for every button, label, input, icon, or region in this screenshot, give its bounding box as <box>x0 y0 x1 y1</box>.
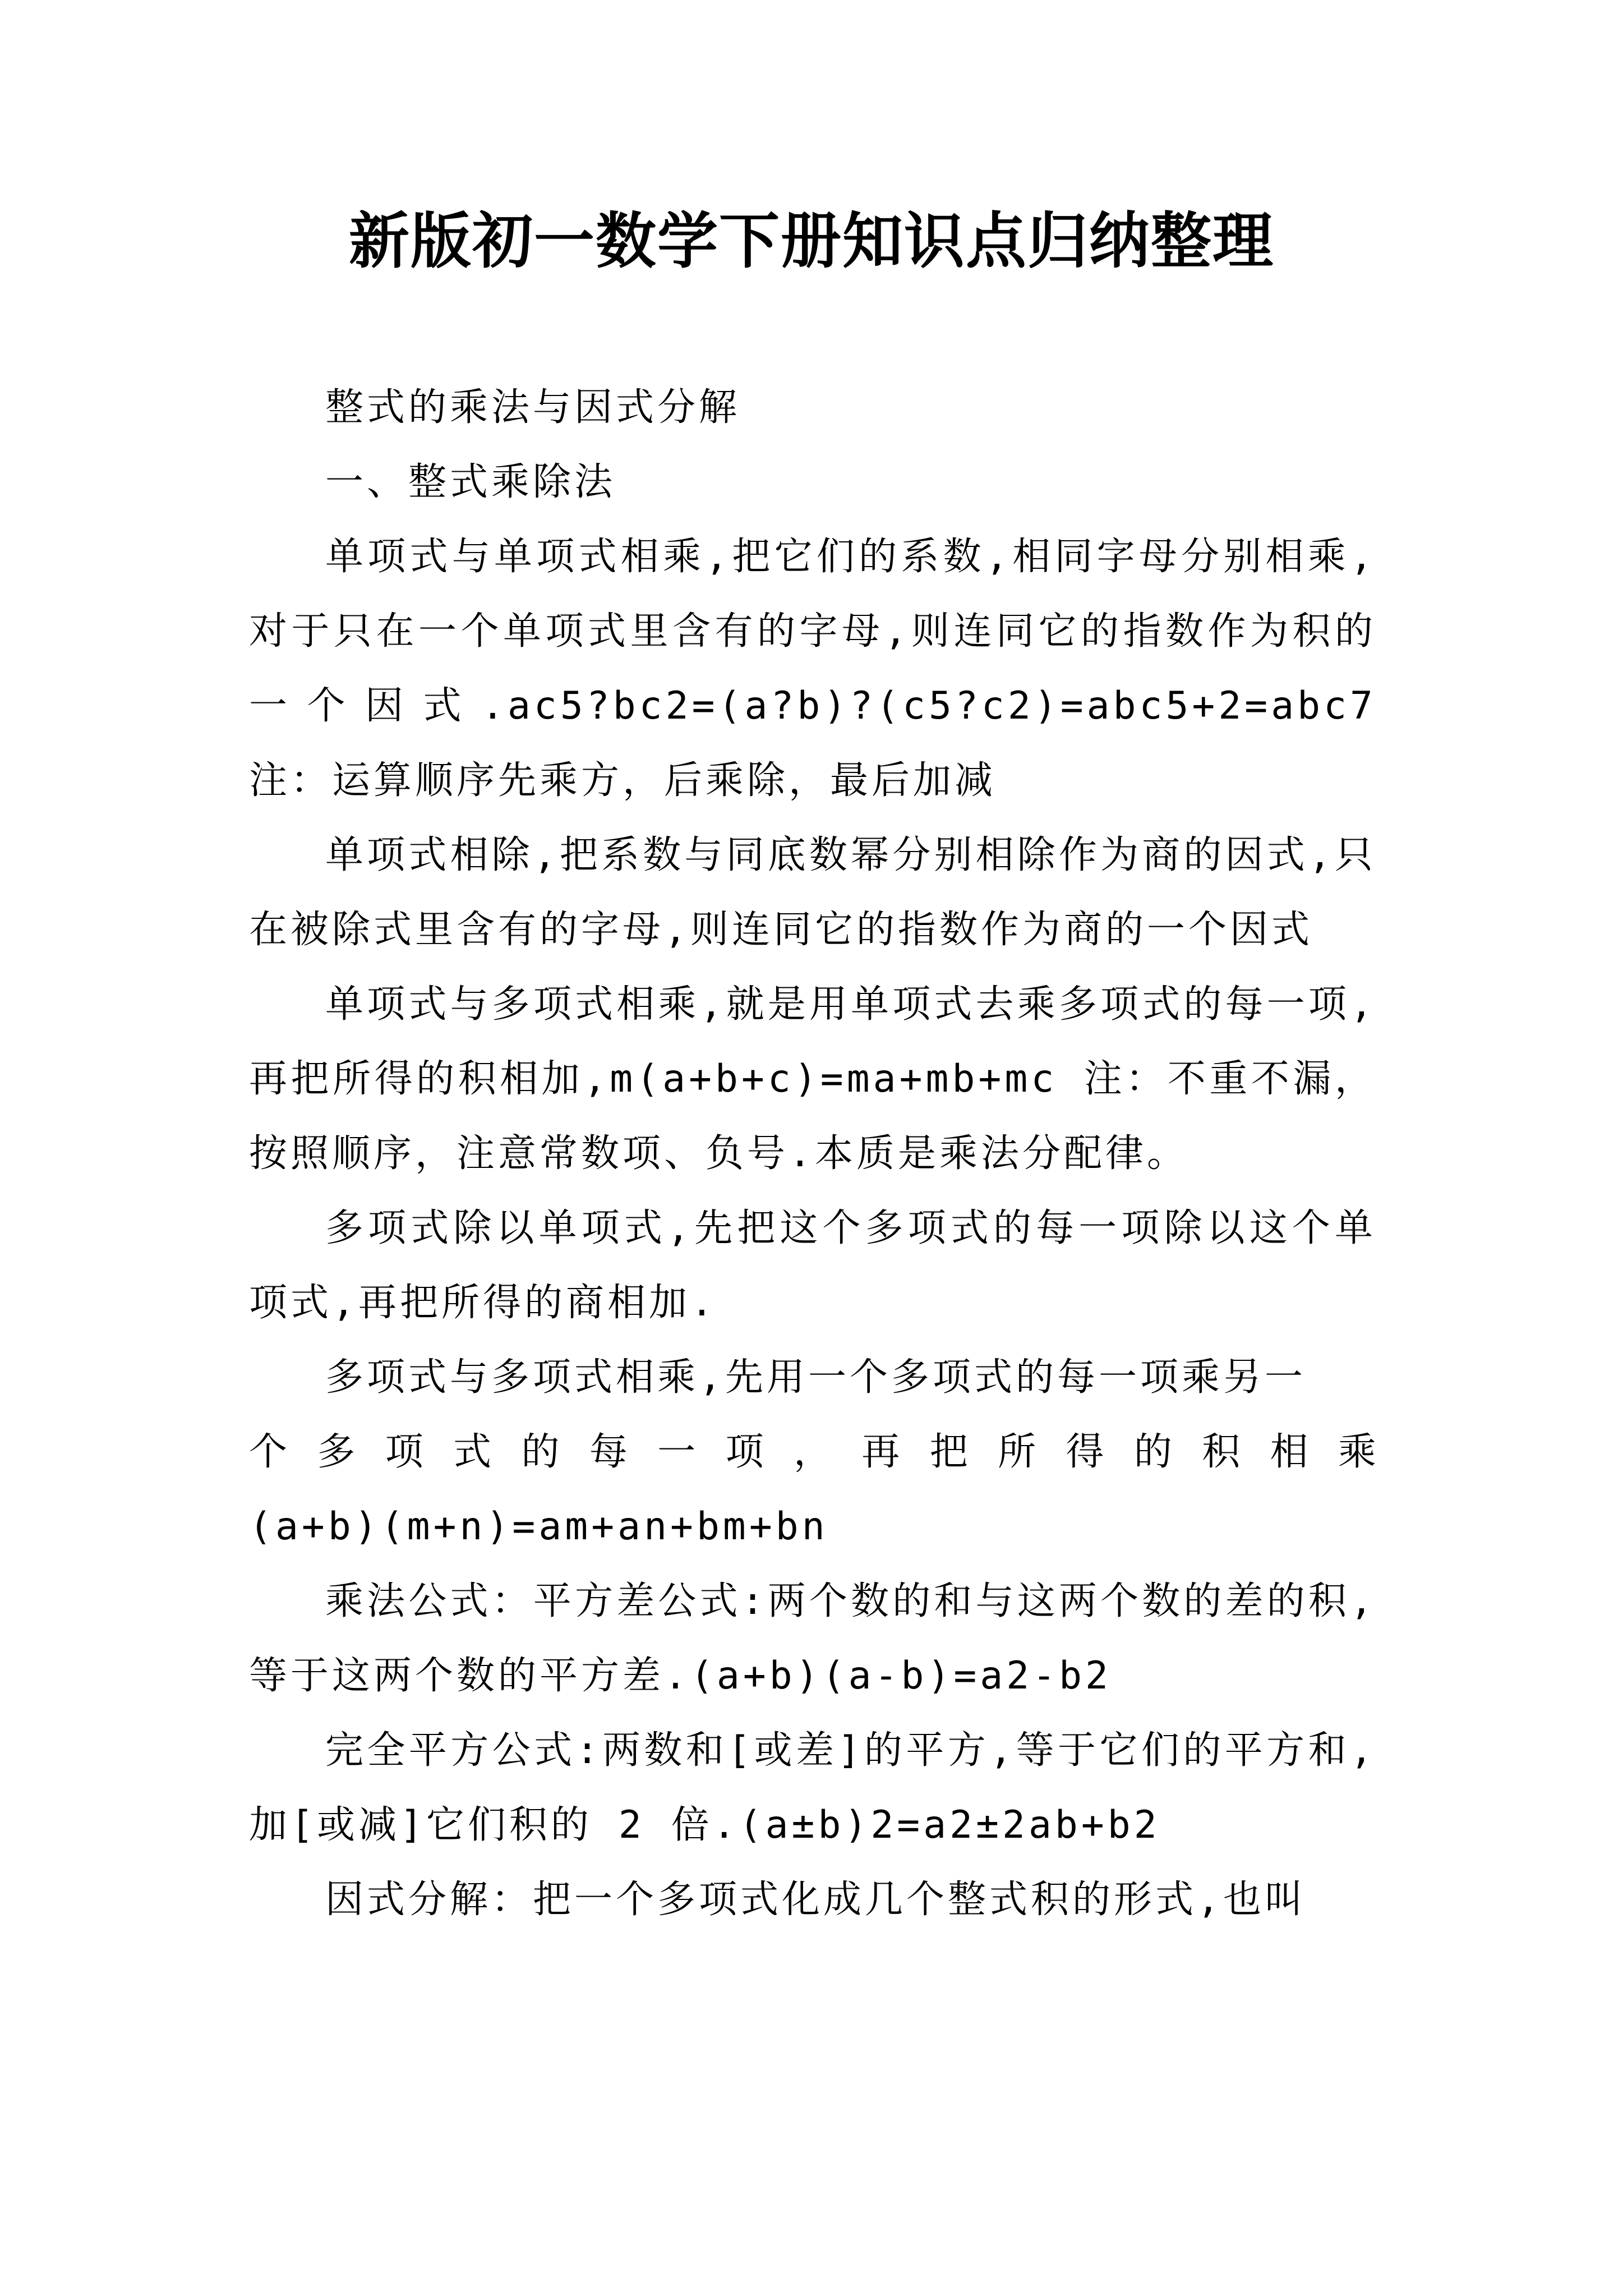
paragraph-monomial-multiply: 单项式与单项式相乘,把它们的系数,相同字母分别相乘,对于只在一个单项式里含有的字母,则连同它的指数作为积的一个因式.ac5?bc2=(a?b)?(c5?c2)=abc5+2=abc7 注：运算顺序先乘方，后乘除，最后加减 <box>249 535 1376 803</box>
document-body <box>249 370 1376 1937</box>
paragraph-polynomial-multiply: 多项式与多项式相乘,先用一个多项式的每一项乘另一 <box>325 1355 1306 1400</box>
document-title: 新版初一数学下册知识点归纳整理 <box>348 206 1274 277</box>
paragraph-perfect-square: 完全平方公式:两数和[或差]的平方,等于它们的平方和,加[或减]它们积的 2 倍.(a±b)2=a2±2ab+b2 <box>249 1728 1376 1847</box>
paragraph-difference-of-squares: 乘法公式：平方差公式:两个数的和与这两个数的差的积,等于这两个数的平方差.(a+b)(a-b)=a2-b2 <box>249 1579 1376 1698</box>
paragraph-polynomial-divide: 多项式除以单项式,先把这个多项式的每一项除以这个单项式,再把所得的商相加. <box>249 1206 1376 1325</box>
paragraph-polynomial-multiply-cont: 个多项式的每一项，再把所得的积相乘 <box>249 1430 1376 1474</box>
paragraph-monomial-divide: 单项式相除,把系数与同底数幂分别相除作为商的因式,只在被除式里含有的字母,则连同它的指数作为商的一个因式 <box>249 833 1376 952</box>
paragraph-monomial-polynomial: 单项式与多项式相乘,就是用单项式去乘多项式的每一项,再把所得的积相加,m(a+b+c)=ma+mb+mc 注：不重不漏，按照顺序，注意常数项、负号.本质是乘法分配律。 <box>249 982 1376 1176</box>
section-heading: 整式的乘法与因式分解 <box>325 385 741 430</box>
formula-polynomial-multiply: (a+b)(m+n)=am+an+bm+bn <box>249 1504 828 1549</box>
paragraph-factorization: 因式分解：把一个多项式化成几个整式积的形式,也叫 <box>325 1878 1306 1922</box>
subsection-heading: 一、整式乘除法 <box>325 460 616 504</box>
